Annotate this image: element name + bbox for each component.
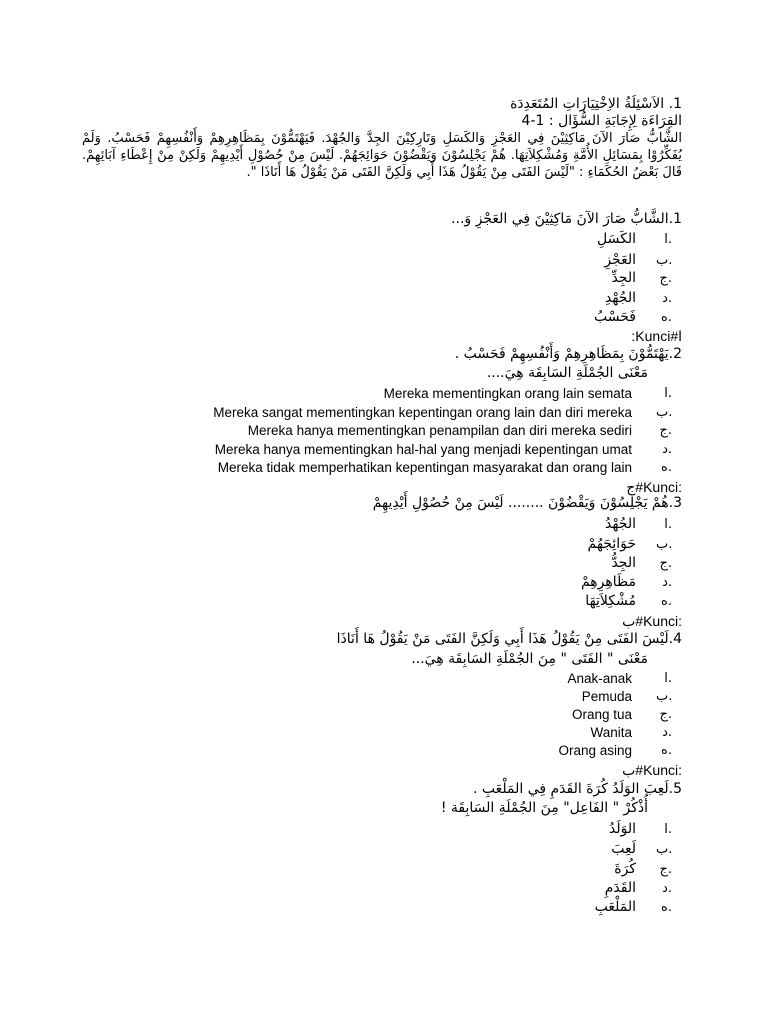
option-text: كُرَةَ bbox=[614, 861, 636, 877]
option-marker: د. bbox=[662, 442, 672, 457]
option-marker: ا. bbox=[664, 517, 672, 532]
question-4-option-d bbox=[0, 723, 768, 742]
option-text: مَظَاهِرِهِمْ bbox=[580, 574, 636, 590]
option-marker: ه. bbox=[661, 310, 672, 325]
option-marker: ب. bbox=[656, 537, 673, 552]
option-text: الوَلَدُ bbox=[608, 821, 636, 837]
question-1-option-e bbox=[0, 308, 768, 327]
option-marker: ب. bbox=[656, 689, 673, 704]
option-marker: ج. bbox=[659, 423, 672, 438]
question-4-prompt: مَعْنَى " الفَتَى " مِنَ الجُمْلَةِ السَابِقَة هِيَ... bbox=[411, 651, 648, 667]
option-text: Mereka hanya mementingkan penampilan dan diri mereka sediri bbox=[247, 423, 632, 438]
question-1-stem: 1.الشَّابُّ صَارَ الآنَ مَاكِثِيْنَ فِي العَجْزِ وَ... bbox=[451, 211, 682, 227]
option-text: فَحَسْبُ bbox=[594, 309, 636, 325]
section-title: 1. الاَسْئِلَةُ الاِخْتِيَارَاتِ المُتَعَدِدَة bbox=[510, 96, 682, 112]
option-text: الجُهْدُ bbox=[605, 516, 636, 532]
option-text: Orang asing bbox=[558, 743, 632, 758]
question-3-option-d bbox=[0, 573, 768, 592]
option-marker: د. bbox=[662, 881, 672, 896]
question-3-option-a bbox=[0, 515, 768, 534]
question-1-answer-key: :Kunci#ا bbox=[631, 328, 682, 344]
option-marker: ب. bbox=[656, 405, 673, 420]
question-1-option-c bbox=[0, 269, 768, 288]
option-marker: ج. bbox=[659, 556, 672, 571]
reading-instruction: القِرَاءَة لِإِجَابَةِ السُّؤَال : 1-4 bbox=[521, 113, 682, 129]
question-1-option-b bbox=[0, 251, 768, 270]
option-text: Wanita bbox=[590, 725, 632, 740]
question-2-option-a bbox=[0, 384, 768, 403]
reading-passage: الشَّابُّ صَارَ الآنَ مَاكِثِيْنَ فِي العَجْزِ وَالكَسَلِ وَتَارِكِيْنَ الجِدَّ وَالجُهْدَ. فَيَهْتَمُّوْنَ بِمَظَاهِرِهِمْ وَأَنْفُسِهِمْ فَحَسْبُ. وَلَمْ يُفَكِّرُوْا بِمَسَائِلِ الأُمَّةِ وَمُشْكِلاَتِهَا. هُمْ يَجْلِسُوْنَ وَيَقْضُوْنَ حَوَائِجَهُمْ. لَيْسَ مِنْ حُصُوْلِ أَيْدِيهِمْ وَلَكِنْ مِنْ إِعْطَاءِ آبَائِهِمْ. قَالَ بَعْضُ الحُكَمَاءِ : "لَيْسَ الفَتَى مِنْ يَقُوْلُ هَذَا أَبِي وَلَكِنَّ الفَتَى مَنْ يَقُوْلُ هَا أَنَاذَا ". bbox=[82, 131, 682, 180]
option-text: القَدَمِ bbox=[604, 880, 636, 896]
question-2-option-b bbox=[0, 403, 768, 422]
question-4-answer-key: ب#Kunci: bbox=[622, 762, 682, 778]
option-marker: ه. bbox=[661, 594, 672, 609]
question-5-option-d bbox=[0, 879, 768, 898]
option-text: حَوَائِجَهُمْ bbox=[587, 536, 636, 552]
option-text: لَعِبَ bbox=[611, 841, 636, 857]
question-3-option-b bbox=[0, 535, 768, 554]
question-3-option-c bbox=[0, 554, 768, 573]
question-4-option-c bbox=[0, 705, 768, 724]
question-5-option-a bbox=[0, 820, 768, 839]
option-marker: د. bbox=[662, 725, 672, 740]
option-text: Mereka hanya mementingkan hal-hal yang menjadi kepentingan umat bbox=[214, 442, 632, 457]
option-marker: ه. bbox=[661, 743, 672, 758]
question-2-option-d bbox=[0, 440, 768, 459]
question-3-answer-key: ب#Kunci: bbox=[622, 613, 682, 629]
question-5-option-c bbox=[0, 860, 768, 879]
question-4-option-e bbox=[0, 741, 768, 760]
question-2-prompt: مَعْنَى الجُمْلَةِ السَابِقَة هِيَ.... bbox=[486, 365, 648, 381]
option-text: Pemuda bbox=[581, 689, 632, 704]
option-text: الجِدُّ bbox=[611, 555, 636, 571]
question-2-option-e bbox=[0, 458, 768, 477]
question-5-option-e bbox=[0, 898, 768, 917]
option-marker: ا. bbox=[664, 822, 672, 837]
question-5-option-b bbox=[0, 840, 768, 859]
option-marker: د. bbox=[662, 575, 672, 590]
option-text: Mereka mementingkan orang lain semata bbox=[383, 386, 632, 401]
option-marker: ج. bbox=[659, 707, 672, 722]
option-text: Orang tua bbox=[571, 707, 632, 722]
option-marker: ا. bbox=[664, 671, 672, 686]
option-marker: ا. bbox=[664, 386, 672, 401]
option-marker: ب. bbox=[656, 842, 673, 857]
question-3-stem: 3.هُمْ يَجْلِسُوْنَ وَيَقْضُوْنَ ........ لَيْسَ مِنْ حُصُوْلِ أَيْدِيهِمْ bbox=[372, 495, 682, 511]
option-marker: د. bbox=[662, 291, 672, 306]
option-text: الجُهْدِ bbox=[605, 290, 636, 306]
option-text: Anak-anak bbox=[567, 671, 632, 686]
option-text: الجِدِّ bbox=[611, 270, 636, 286]
question-1-option-d bbox=[0, 289, 768, 308]
question-5-stem: 5.لَعِبَ الوَلَدُ كُرَةَ القَدَمِ فِي المَلْعَبِ . bbox=[472, 781, 682, 797]
option-text: Mereka tidak memperhatikan kepentingan masyarakat dan orang lain bbox=[217, 460, 632, 475]
question-2-answer-key: ج#Kunci: bbox=[626, 479, 682, 495]
option-marker: ه. bbox=[661, 460, 672, 475]
question-4-option-b bbox=[0, 687, 768, 706]
question-4-option-a bbox=[0, 669, 768, 688]
option-text: Mereka sangat mementingkan kepentingan orang lain dan diri mereka bbox=[213, 405, 632, 420]
question-1-option-a bbox=[0, 230, 768, 249]
question-4-stem: 4.لَيْسَ الفَتَى مِنْ يَقُوْلُ هَذَا أَبِي وَلَكِنَّ الفَتَى مَنْ يَقُوْلُ هَا أَنَاذَا bbox=[336, 631, 682, 647]
question-2-stem: 2.يَهْتَمُّوْنَ بِمَظَاهِرِهِمْ وَأَنْفُسِهِمْ فَحَسْبُ . bbox=[454, 346, 682, 362]
option-marker: ا. bbox=[664, 232, 672, 247]
option-text: مُشْكِلاَتِهَا bbox=[585, 593, 636, 609]
option-text: المَلْعَبِ bbox=[594, 899, 636, 915]
option-marker: ج. bbox=[659, 862, 672, 877]
option-marker: ب. bbox=[656, 253, 673, 268]
option-marker: ه. bbox=[661, 900, 672, 915]
option-text: الكَسَلِ bbox=[597, 231, 636, 247]
question-3-option-e bbox=[0, 592, 768, 611]
option-marker: ج. bbox=[659, 271, 672, 286]
option-text: العَجْزِ bbox=[604, 252, 636, 268]
question-5-prompt: أُذْكُرْ " الفَاعِل" مِنَ الجُمْلَةِ السَابِقَة ! bbox=[440, 800, 648, 816]
question-2-option-c bbox=[0, 421, 768, 440]
